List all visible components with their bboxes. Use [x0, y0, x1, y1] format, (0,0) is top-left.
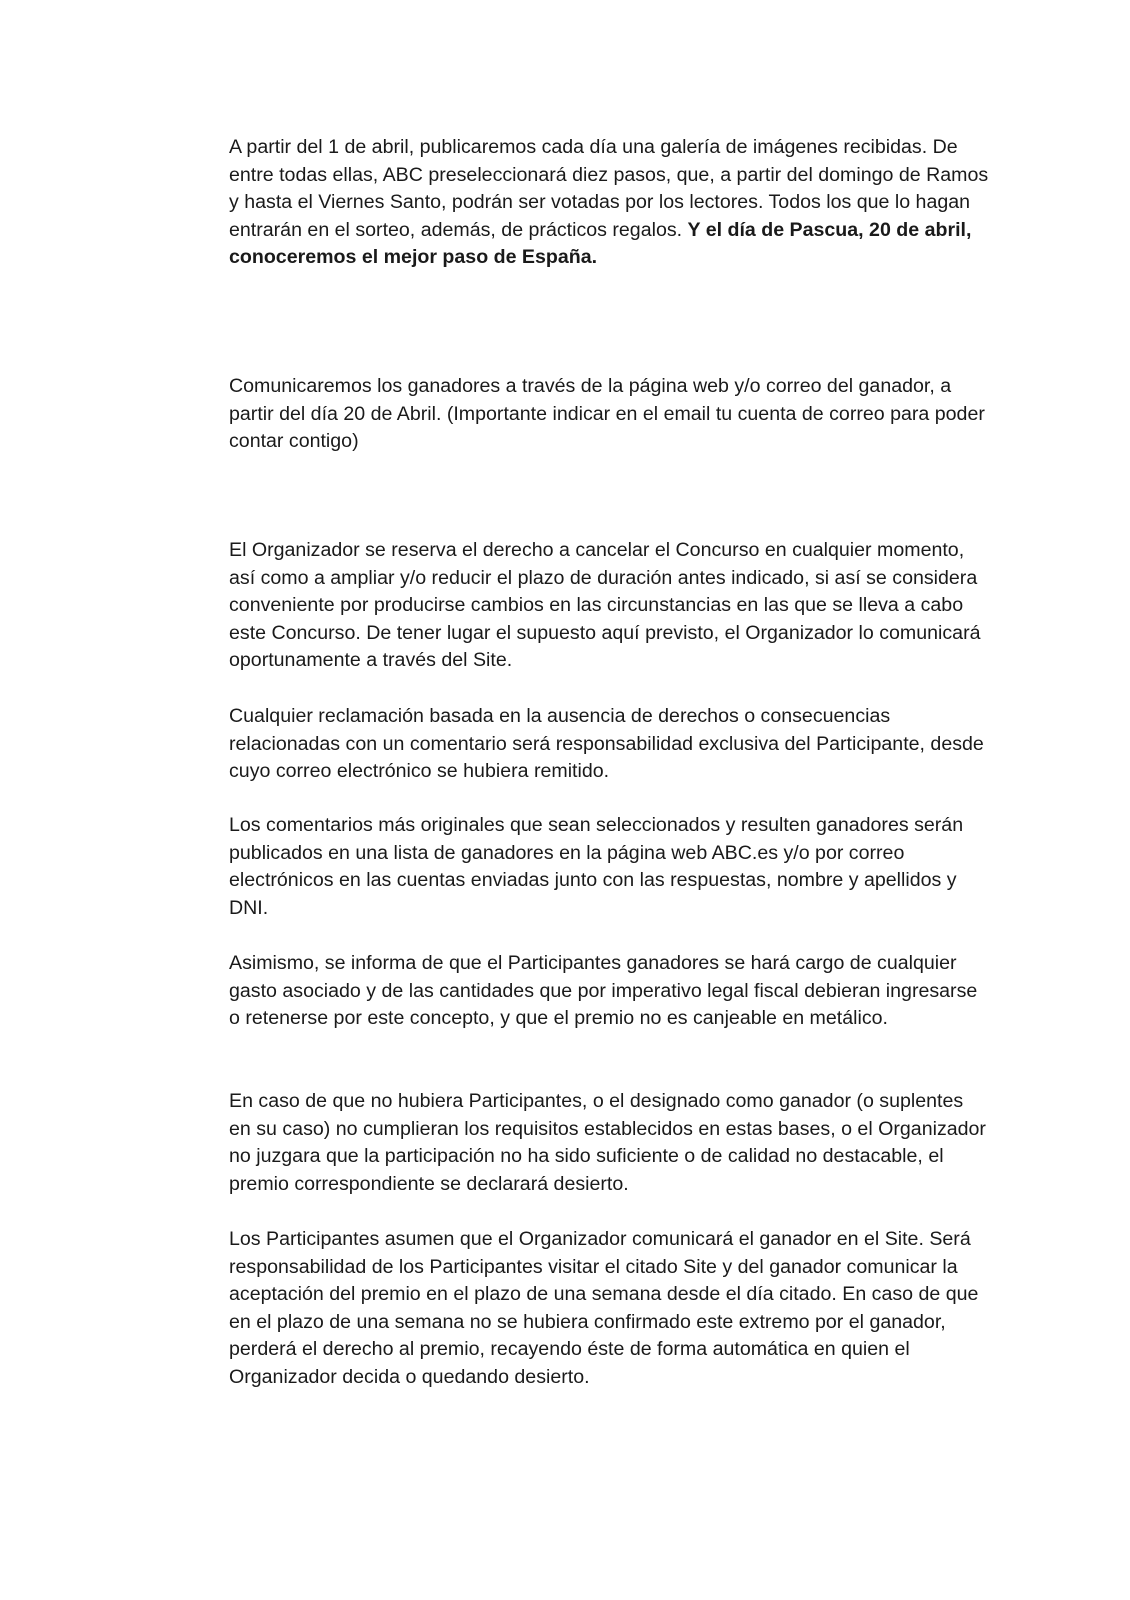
paragraph-prize-acceptance: Los Participantes asumen que el Organizador comunicará el ganador en el Site. Será responsabilidad de los Participantes visitar el citado Site y del ganador comunicar la aceptación del premio en el plazo de una semana desde el día citado. En caso de que en el plazo de una semana no se hubiera confirmado este extremo por el ganador, perderá el derecho al premio, recayendo éste de forma automática en quien el Organizador decida o quedando desierto.: [229, 1228, 979, 1388]
paragraph-expenses-notice: Asimismo, se informa de que el Participantes ganadores se hará cargo de cualquier gasto asociado y de las cantidades que por imperativo legal fiscal debieran ingresarse o retenerse por este concepto, y que el premio no es canjeable en metálico.: [229, 952, 978, 1030]
paragraph-claims-responsibility: Cualquier reclamación basada en la ausencia de derechos o consecuencias relacionadas con un comentario será responsabilidad exclusiva del Participante, desde cuyo correo electrónico se hubiera remitido.: [229, 705, 984, 783]
paragraph-comments-publication: Los comentarios más originales que sean seleccionados y resulten ganadores serán publicados en una lista de ganadores en la página web ABC.es y/o por correo electrónicos en las cuentas enviadas junto con las respuestas, nombre y apellidos y DNI.: [229, 814, 964, 919]
paragraph-prize-void: En caso de que no hubiera Participantes, o el designado como ganador (o suplentes en su caso) no cumplieran los requisitos establecidos en estas bases, o el Organizador no juzgara que la participación no ha sido suficiente o de calidad no destacable, el premio correspondiente se declarará desierto.: [229, 1090, 986, 1195]
paragraph-gallery-announcement: [229, 134, 989, 272]
paragraph-winner-communication: Comunicaremos los ganadores a través de la página web y/o correo del ganador, a partir del día 20 de Abril. (Importante indicar en el email tu cuenta de correo para poder contar contigo): [229, 375, 985, 453]
paragraph-gallery-text: A partir del 1 de abril, publicaremos cada día una galería de imágenes recibidas. De entre todas ellas, ABC preseleccionará diez pasos, que, a partir del domingo de Ramos y hasta el Viernes Santo, podrán ser votadas por los lectores. Todos los que lo hagan entrarán en el sorteo, además, de prácticos regalos.: [229, 136, 989, 241]
paragraph-gallery-bold-text: Y el día de Pascua, 20 de abril, conoceremos el mejor paso de España.: [229, 218, 972, 269]
paragraph-organizer-rights: El Organizador se reserva el derecho a cancelar el Concurso en cualquier momento, así como a ampliar y/o reducir el plazo de duración antes indicado, si así se considera conveniente por producirse cambios en las circunstancias en las que se lleva a cabo este Concurso. De tener lugar el supuesto aquí previsto, el Organizador lo comunicará oportunamente a través del Site.: [229, 539, 981, 672]
